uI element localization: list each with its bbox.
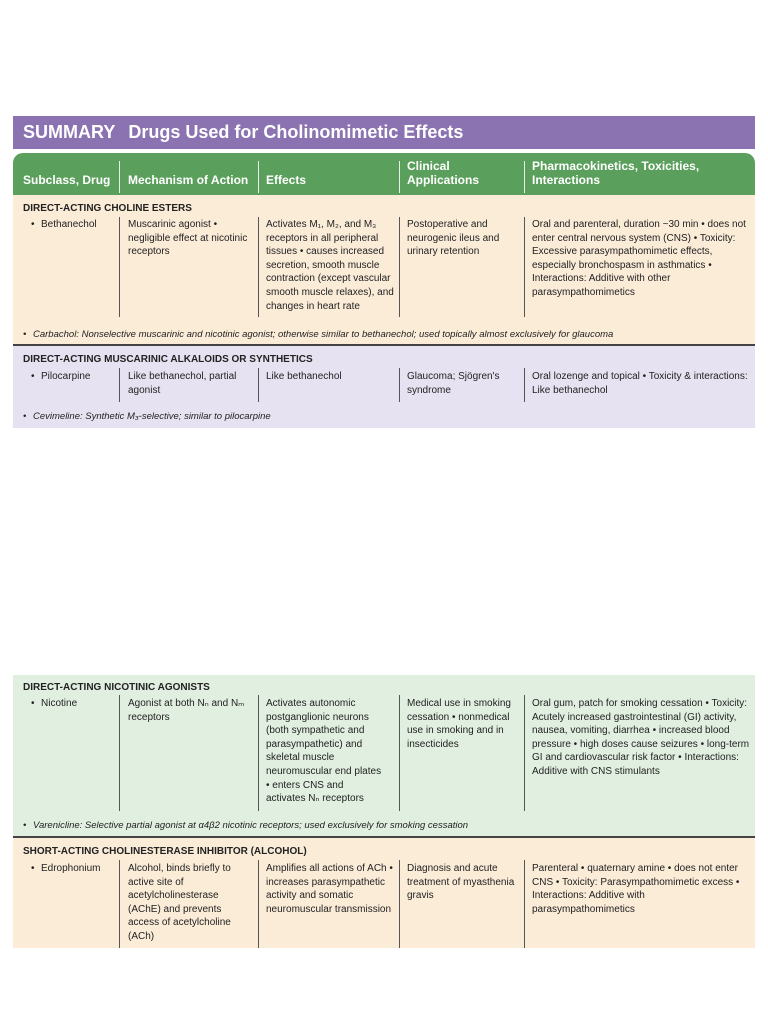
mechanism-text: Muscarinic agonist • negligible effect at nicotinic receptors — [128, 219, 248, 258]
column-divider — [119, 217, 120, 317]
column-divider — [258, 161, 259, 193]
applications-text: Diagnosis and acute treatment of myasthenia gravis — [407, 863, 515, 902]
section-title: DIRECT-ACTING CHOLINE ESTERS — [23, 203, 192, 214]
section-choline-esters — [13, 195, 755, 345]
column-divider — [399, 368, 400, 402]
column-header-effects: Effects — [266, 173, 307, 187]
summary-label: SUMMARY — [23, 122, 116, 142]
column-header-row — [13, 153, 755, 195]
summary-title: Drugs Used for Cholinomimetic Effects — [128, 122, 464, 142]
drug-name: • Edrophonium — [41, 862, 116, 876]
mechanism-text: Alcohol, binds briefly to active site of acetylcholinesterase (AChE) and prevents access of acetylcholine (ACh) — [128, 863, 231, 942]
column-divider — [524, 860, 525, 948]
summary-title-bar — [13, 116, 755, 149]
column-divider — [258, 860, 259, 948]
section-nicotinic-agonists — [13, 675, 755, 837]
pk-text: Oral lozenge and topical • Toxicity & interactions: Like bethanechol — [532, 371, 748, 396]
column-divider — [119, 368, 120, 402]
effects-text: Like bethanechol — [266, 371, 342, 382]
column-divider — [524, 368, 525, 402]
effects-text: Activates autonomic postganglionic neurons (both sympathetic and parasympathetic) and skeletal muscle neuromuscular end plates • enters CNS and activates Nₙ receptors — [266, 698, 382, 805]
effects-text: Amplifies all actions of ACh • increases parasympathetic activity and somatic neuromuscular transmission — [266, 863, 393, 915]
column-divider — [258, 695, 259, 811]
section-title: DIRECT-ACTING MUSCARINIC ALKALOIDS OR SYNTHETICS — [23, 354, 313, 365]
column-divider — [119, 161, 120, 193]
column-divider — [399, 161, 400, 193]
section-title: DIRECT-ACTING NICOTINIC AGONISTS — [23, 682, 210, 693]
section-muscarinic-alkaloids — [13, 346, 755, 428]
drug-name: • Pilocarpine — [41, 370, 116, 384]
drug-name: • Nicotine — [41, 697, 116, 711]
column-divider — [524, 161, 525, 193]
applications-text: Glaucoma; Sjögren's syndrome — [407, 371, 500, 396]
section-short-acting-che-inhibitor — [13, 838, 755, 948]
column-divider — [399, 695, 400, 811]
mechanism-text: Agonist at both Nₙ and Nₘ receptors — [128, 698, 245, 723]
section-note: • Varenicline: Selective partial agonist at α4β2 nicotinic receptors; used exclusively for smoking cessation — [33, 819, 468, 833]
column-divider — [399, 860, 400, 948]
column-divider — [258, 217, 259, 317]
column-divider — [524, 695, 525, 811]
column-divider — [399, 217, 400, 317]
pk-text: Oral gum, patch for smoking cessation • Toxicity: Acutely increased gastrointestinal (GI) activity, nausea, vomiting, diarrhea • increased blood pressure • high doses cause seizures • long-term GI and cardiovascular risk factor • Interactions: Additive with CNS stimulants — [532, 698, 750, 777]
column-divider — [119, 860, 120, 948]
column-divider — [258, 368, 259, 402]
pk-text: Parenteral • quaternary amine • does not enter CNS • Toxicity: Parasympathomimetic excess • Interactions: Additive with parasympathomimetics — [532, 863, 740, 915]
section-title: SHORT-ACTING CHOLINESTERASE INHIBITOR (ALCOHOL) — [23, 846, 307, 857]
effects-text: Activates M₁, M₂, and M₃ receptors in all peripheral tissues • causes increased secretion, smooth muscle contraction (except vascular smooth muscle relaxes), and changes in heart rate — [266, 219, 394, 312]
drug-name: • Bethanechol — [41, 218, 116, 232]
applications-text: Medical use in smoking cessation • nonmedical use in smoking and in insecticides — [407, 698, 511, 750]
mechanism-text: Like bethanechol, partial agonist — [128, 371, 237, 396]
column-header-clinical: Clinical Applications — [407, 159, 480, 187]
applications-text: Postoperative and neurogenic ileus and urinary retention — [407, 219, 500, 258]
column-header-pk: Pharmacokinetics, Toxicities, Interactions — [532, 159, 700, 187]
section-note: • Carbachol: Nonselective muscarinic and nicotinic agonist; otherwise similar to bethanechol; used topically almost exclusively for glaucoma — [33, 328, 613, 342]
pk-text: Oral and parenteral, duration ~30 min • does not enter central nervous system (CNS) • Toxicity: Excessive parasympathomimetic effects, especially bronchospasm in asthmatics • Interactions: Additive with other parasympathomimetics — [532, 219, 746, 298]
column-header-mechanism: Mechanism of Action — [128, 173, 249, 187]
column-divider — [524, 217, 525, 317]
column-header-subclass: Subclass, Drug — [23, 173, 111, 187]
section-note: • Cevimeline: Synthetic M₃-selective; similar to pilocarpine — [33, 410, 271, 424]
column-divider — [119, 695, 120, 811]
